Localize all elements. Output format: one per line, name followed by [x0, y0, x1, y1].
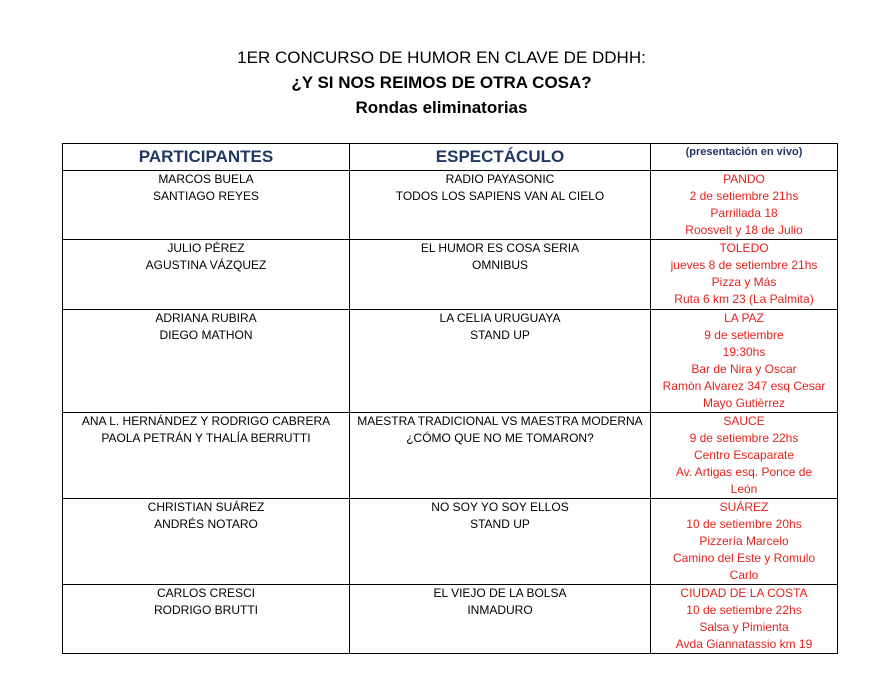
venue-line: 10 de setiembre 22hs — [686, 603, 802, 617]
rounds-table — [62, 143, 838, 654]
show-cell — [350, 310, 651, 413]
venue-line: Ruta 6 km 23 (La Palmita) — [674, 292, 814, 306]
show-column-header: ESPECTÁCULO — [350, 144, 651, 171]
venue-cell — [651, 310, 838, 413]
venue-line: Camino del Este y Romulo — [672, 551, 816, 565]
table-body — [63, 171, 838, 654]
venue-line: jueves 8 de setiembre 21hs — [670, 258, 818, 272]
show-title: NO SOY YO SOY ELLOS — [431, 500, 569, 514]
venue-line: Roosvelt y 18 de Julio — [685, 223, 803, 237]
participants-cell — [63, 240, 350, 310]
show-title: INMADURO — [467, 603, 533, 617]
show-cell — [350, 499, 651, 585]
venue-line: Salsa y Pimienta — [699, 620, 789, 634]
table-row — [63, 240, 838, 310]
venue-line: LA PAZ — [724, 311, 764, 325]
show-title: EL HUMOR ES COSA SERIA — [420, 241, 580, 255]
show-title: STAND UP — [470, 517, 530, 531]
show-cell — [350, 171, 651, 240]
participants-cell — [63, 310, 350, 413]
participant-name: CARLOS CRESCI — [156, 586, 256, 600]
contest-title: 1ER CONCURSO DE HUMOR EN CLAVE DE DDHH: — [237, 48, 646, 67]
venue-line: Parrillada 18 — [710, 206, 778, 220]
venue-line: 10 de setiembre 20hs — [686, 517, 802, 531]
venue-line: 19:30hs — [722, 345, 766, 359]
participant-name: MARCOS BUELA — [158, 172, 254, 186]
show-cell — [350, 585, 651, 654]
title-block — [0, 46, 883, 120]
table-row — [63, 310, 838, 413]
participants-cell — [63, 585, 350, 654]
venue-cell — [651, 585, 838, 654]
participant-name: PAOLA PETRÁN Y THALÍA BERRUTTI — [101, 431, 311, 445]
venue-line: 2 de setiembre 21hs — [689, 189, 799, 203]
participants-cell — [63, 171, 350, 240]
show-title: ¿CÓMO QUE NO ME TOMARON? — [406, 431, 594, 445]
venue-line: SAUCE — [723, 414, 765, 428]
participants-cell — [63, 499, 350, 585]
venue-line: Bar de Nira y Oscar — [691, 362, 797, 376]
venue-line: Mayo Gutièrrez — [702, 396, 786, 410]
table-header-row — [63, 144, 838, 171]
show-title: OMNIBUS — [471, 258, 528, 272]
venue-line: Ramòn Alvarez 347 esq Cesar — [662, 379, 826, 393]
venue-line: Centro Escaparate — [693, 448, 795, 462]
venue-line: Avda Giannatassio km 19 — [675, 637, 813, 651]
venue-cell — [651, 240, 838, 310]
participants-cell — [63, 413, 350, 499]
venue-line: TOLEDO — [719, 241, 769, 255]
participants-column-header: PARTICIPANTES — [63, 144, 350, 171]
table-row — [63, 499, 838, 585]
participant-name: JULIO PÉREZ — [167, 241, 245, 255]
venue-line: CIUDAD DE LA COSTA — [680, 586, 808, 600]
venue-line: Pizza y Más — [711, 275, 777, 289]
show-title: STAND UP — [470, 328, 530, 342]
venue-line: Av. Artigas esq. Ponce de — [675, 465, 813, 479]
venue-line: León — [730, 482, 758, 496]
participant-name: SANTIAGO REYES — [152, 189, 260, 203]
rounds-heading: Rondas eliminatorias — [355, 98, 528, 117]
show-cell — [350, 240, 651, 310]
participant-name: ANDRÉS NOTARO — [154, 517, 258, 531]
venue-line: Pizzería Marcelo — [699, 534, 789, 548]
venue-cell — [651, 413, 838, 499]
participant-name: AGUSTINA VÁZQUEZ — [145, 258, 267, 272]
show-cell — [350, 413, 651, 499]
venue-cell — [651, 171, 838, 240]
contest-subtitle: ¿Y SI NOS REIMOS DE OTRA COSA? — [291, 73, 592, 92]
table-row — [63, 585, 838, 654]
participant-name: DIEGO MATHON — [159, 328, 253, 342]
show-title: EL VIEJO DE LA BOLSA — [433, 586, 567, 600]
table-row — [63, 413, 838, 499]
venue-line: SUÁREZ — [719, 500, 769, 514]
participant-name: CHRISTIAN SUÁREZ — [147, 500, 265, 514]
show-title: MAESTRA TRADICIONAL VS MAESTRA MODERNA — [357, 414, 643, 428]
show-title: LA CELIA URUGUAYA — [439, 311, 561, 325]
show-title: TODOS LOS SAPIENS VAN AL CIELO — [395, 189, 605, 203]
participant-name: ANA L. HERNÁNDEZ Y RODRIGO CABRERA — [81, 414, 331, 428]
venue-line: 9 de setiembre — [704, 328, 784, 342]
venue-line: Carlo — [729, 568, 759, 582]
participant-name: RODRIGO BRUTTI — [154, 603, 258, 617]
participant-name: ADRIANA RUBIRA — [155, 311, 257, 325]
venue-cell — [651, 499, 838, 585]
venue-line: PANDO — [723, 172, 765, 186]
show-title: RADIO PAYASONIC — [445, 172, 555, 186]
venue-line: 9 de setiembre 22hs — [689, 431, 799, 445]
live-presentation-column-header: (presentación en vivo) — [651, 144, 838, 171]
table-row — [63, 171, 838, 240]
